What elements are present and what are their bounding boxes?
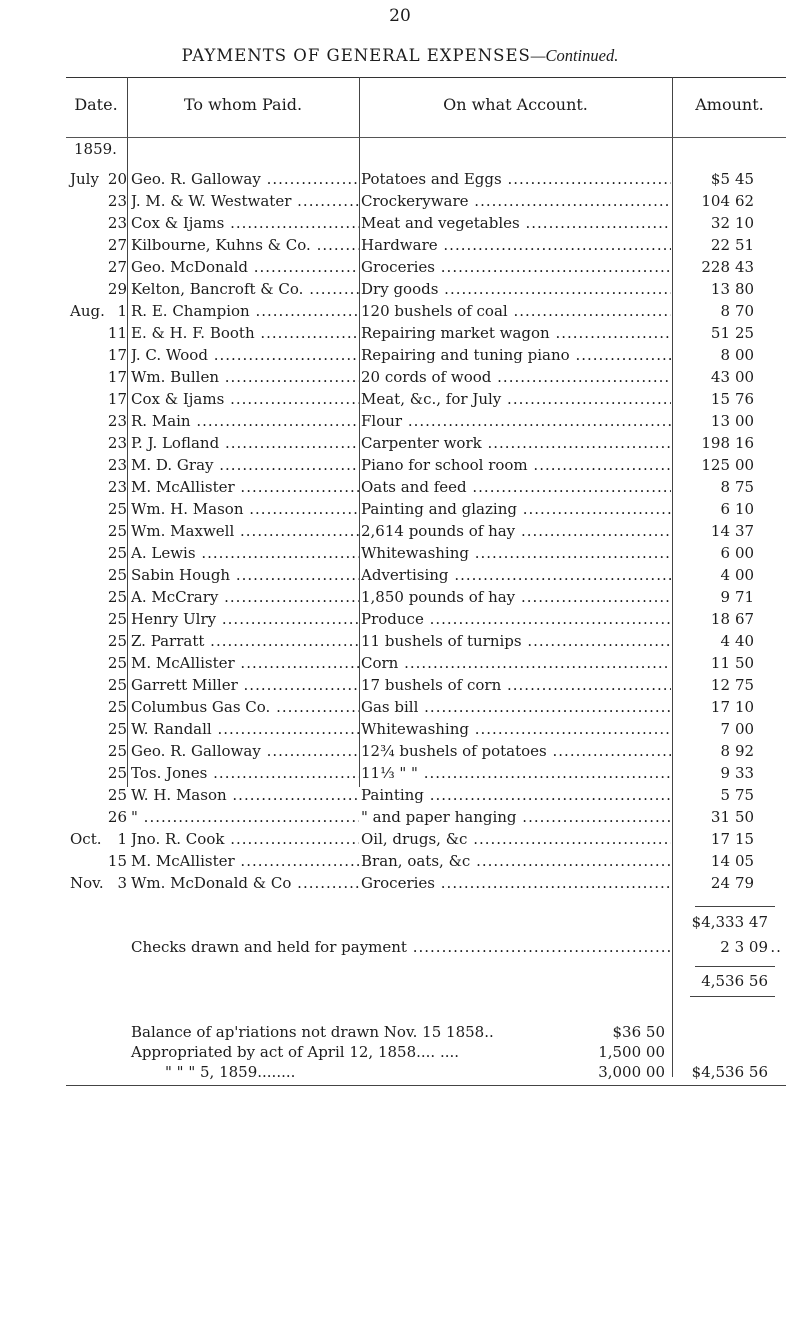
row-dollars: 43 bbox=[710, 368, 730, 386]
row-cents: 75 bbox=[735, 786, 755, 804]
row-day: 20 bbox=[107, 170, 127, 188]
row-cents: 71 bbox=[735, 588, 755, 606]
row-cents: 76 bbox=[735, 390, 755, 408]
row-dollars: 31 bbox=[710, 808, 730, 826]
row-payee: E. & H. F. Booth ..... bbox=[131, 322, 359, 344]
row-cents: 00 bbox=[735, 368, 755, 386]
year-label: 1859. bbox=[74, 140, 117, 158]
row-payee: Henry Ulry ..... bbox=[131, 608, 359, 630]
checks-amount: 2 3 09 bbox=[673, 938, 768, 956]
row-day: 25 bbox=[107, 610, 127, 628]
row-dollars: 12 bbox=[710, 676, 730, 694]
row-day: 25 bbox=[107, 654, 127, 672]
row-day: 25 bbox=[107, 698, 127, 716]
row-payee: Jno. R. Cook ..... bbox=[131, 828, 359, 850]
row-account: Piano for school room ..... bbox=[361, 454, 671, 476]
balance-line-1: Balance of ap'riations not drawn Nov. 15 1858.. bbox=[131, 1023, 494, 1041]
row-account: " and paper hanging ..... bbox=[361, 806, 671, 828]
row-account: 12¾ bushels of potatoes ..... bbox=[361, 740, 671, 762]
row-cents: 50 bbox=[735, 808, 755, 826]
row-day: 27 bbox=[107, 258, 127, 276]
page-title bbox=[0, 46, 800, 66]
row-day: 25 bbox=[107, 632, 127, 650]
subtotal-amount: $4,333 47 bbox=[691, 913, 768, 931]
row-cents: 00 bbox=[735, 544, 755, 562]
row-account: Flour ..... bbox=[361, 410, 671, 432]
row-day: 23 bbox=[107, 214, 127, 232]
balance-amount-1: $36 50 bbox=[612, 1023, 665, 1041]
table-row bbox=[0, 674, 800, 696]
row-dollars: 8 bbox=[720, 478, 730, 496]
row-account: Whitewashing ..... bbox=[361, 542, 671, 564]
row-cents: 15 bbox=[735, 830, 755, 848]
row-dollars: 7 bbox=[720, 720, 730, 738]
row-payee: Garrett Miller ..... bbox=[131, 674, 359, 696]
row-payee: " ..... bbox=[131, 806, 359, 828]
row-account: Dry goods ..... bbox=[361, 278, 671, 300]
row-day: 23 bbox=[107, 456, 127, 474]
row-day: 25 bbox=[107, 566, 127, 584]
row-payee: Kelton, Bancroft & Co. ..... bbox=[131, 278, 359, 300]
row-dollars: 4 bbox=[720, 632, 730, 650]
row-account: Potatoes and Eggs ..... bbox=[361, 168, 671, 190]
row-day: 25 bbox=[107, 786, 127, 804]
table-row bbox=[0, 498, 800, 520]
grand-total-amount: $4,536 56 bbox=[691, 1063, 768, 1081]
row-day: 25 bbox=[107, 544, 127, 562]
row-dollars: 13 bbox=[710, 412, 730, 430]
header-payee: To whom Paid. bbox=[183, 95, 303, 114]
row-dollars: 9 bbox=[720, 764, 730, 782]
balance-line-2: Appropriated by act of April 12, 1858.... .... bbox=[131, 1043, 460, 1061]
row-dollars: 32 bbox=[710, 214, 730, 232]
row-dollars: 5 bbox=[720, 786, 730, 804]
page-number: 20 bbox=[389, 6, 411, 26]
row-payee: Wm. McDonald & Co ..... bbox=[131, 872, 359, 894]
table-row bbox=[0, 872, 800, 894]
row-account: Painting ..... bbox=[361, 784, 671, 806]
table-row bbox=[0, 784, 800, 806]
row-payee: Z. Parratt ..... bbox=[131, 630, 359, 652]
row-dollars: 15 bbox=[710, 390, 730, 408]
table-top-rule bbox=[66, 77, 786, 78]
row-cents: 80 bbox=[735, 280, 755, 298]
row-payee: Geo. McDonald ..... bbox=[131, 256, 359, 278]
row-day: 17 bbox=[107, 368, 127, 386]
row-payee: M. D. Gray ..... bbox=[131, 454, 359, 476]
row-account: Groceries ..... bbox=[361, 872, 671, 894]
row-month: Oct. bbox=[70, 830, 102, 848]
row-cents: 75 bbox=[735, 676, 755, 694]
row-cents: 79 bbox=[735, 874, 755, 892]
row-day: 25 bbox=[107, 676, 127, 694]
row-payee: W. H. Mason ..... bbox=[131, 784, 359, 806]
table-row bbox=[0, 564, 800, 586]
row-payee: M. McAllister ..... bbox=[131, 850, 359, 872]
row-day: 23 bbox=[107, 478, 127, 496]
row-dollars: 8 bbox=[720, 346, 730, 364]
row-payee: Kilbourne, Kuhns & Co. ..... bbox=[131, 234, 359, 256]
row-dollars: 22 bbox=[710, 236, 730, 254]
row-dollars: 17 bbox=[710, 830, 730, 848]
table-row bbox=[0, 652, 800, 674]
row-dollars: 125 bbox=[701, 456, 730, 474]
row-dollars: 8 bbox=[720, 742, 730, 760]
row-cents: 70 bbox=[735, 302, 755, 320]
row-month: Aug. bbox=[70, 302, 105, 320]
row-account: Painting and glazing ..... bbox=[361, 498, 671, 520]
row-cents: 75 bbox=[735, 478, 755, 496]
table-row bbox=[0, 586, 800, 608]
row-payee: Wm. Bullen ..... bbox=[131, 366, 359, 388]
row-account: Whitewashing ..... bbox=[361, 718, 671, 740]
title-suffix: —Continued. bbox=[530, 46, 619, 65]
row-day: 17 bbox=[107, 346, 127, 364]
row-cents: 00 bbox=[735, 456, 755, 474]
balance-line-3: " " " 5, 1859........ bbox=[165, 1063, 296, 1081]
table-row bbox=[0, 542, 800, 564]
table-row bbox=[0, 806, 800, 828]
row-payee: W. Randall ..... bbox=[131, 718, 359, 740]
row-dollars: 9 bbox=[720, 588, 730, 606]
row-payee: Geo. R. Galloway ..... bbox=[131, 740, 359, 762]
row-payee: Columbus Gas Co. ..... bbox=[131, 696, 359, 718]
row-cents: 45 bbox=[735, 170, 755, 188]
row-day: 25 bbox=[107, 588, 127, 606]
row-cents: 92 bbox=[735, 742, 755, 760]
row-payee: M. McAllister ..... bbox=[131, 476, 359, 498]
header-account: On what Account. bbox=[443, 95, 588, 114]
row-payee: Wm. H. Mason ..... bbox=[131, 498, 359, 520]
table-row bbox=[0, 476, 800, 498]
table-row bbox=[0, 168, 800, 190]
row-payee: J. M. & W. Westwater ..... bbox=[131, 190, 359, 212]
row-day: 1 bbox=[117, 830, 127, 848]
total-amount: 4,536 56 bbox=[701, 972, 768, 990]
row-cents: 00 bbox=[735, 566, 755, 584]
row-account: Produce ..... bbox=[361, 608, 671, 630]
row-payee: R. E. Champion ..... bbox=[131, 300, 359, 322]
row-day: 23 bbox=[107, 412, 127, 430]
row-dollars: 18 bbox=[710, 610, 730, 628]
row-dollars: 24 bbox=[710, 874, 730, 892]
row-day: 1 bbox=[117, 302, 127, 320]
table-row bbox=[0, 190, 800, 212]
row-payee: P. J. Lofland ..... bbox=[131, 432, 359, 454]
row-cents: 00 bbox=[735, 720, 755, 738]
row-day: 25 bbox=[107, 720, 127, 738]
row-account: Meat, &c., for July ..... bbox=[361, 388, 671, 410]
table-row bbox=[0, 740, 800, 762]
row-account: Meat and vegetables ..... bbox=[361, 212, 671, 234]
table-row bbox=[0, 696, 800, 718]
row-account: 11⅓ " " ..... bbox=[361, 762, 671, 784]
row-day: 11 bbox=[107, 324, 127, 342]
row-cents: 50 bbox=[735, 654, 755, 672]
row-dollars: 198 bbox=[701, 434, 730, 452]
row-account: 20 cords of wood ..... bbox=[361, 366, 671, 388]
table-row bbox=[0, 388, 800, 410]
row-account: Oats and feed ..... bbox=[361, 476, 671, 498]
balance-amount-3: 3,000 00 bbox=[598, 1063, 665, 1081]
row-account: 1,850 pounds of hay ..... bbox=[361, 586, 671, 608]
row-account: 120 bushels of coal ..... bbox=[361, 300, 671, 322]
row-account: Oil, drugs, &c ..... bbox=[361, 828, 671, 850]
row-day: 26 bbox=[107, 808, 127, 826]
balance-amount-2: 1,500 00 bbox=[598, 1043, 665, 1061]
row-day: 15 bbox=[107, 852, 127, 870]
row-cents: 67 bbox=[735, 610, 755, 628]
table-row bbox=[0, 234, 800, 256]
row-cents: 37 bbox=[735, 522, 755, 540]
row-account: 11 bushels of turnips ..... bbox=[361, 630, 671, 652]
row-day: 17 bbox=[107, 390, 127, 408]
row-payee: A. Lewis ..... bbox=[131, 542, 359, 564]
row-cents: 40 bbox=[735, 632, 755, 650]
row-dollars: 11 bbox=[710, 654, 730, 672]
total-double-rule bbox=[690, 996, 775, 997]
table-row bbox=[0, 850, 800, 872]
table-row bbox=[0, 322, 800, 344]
row-dollars: 104 bbox=[701, 192, 730, 210]
row-cents: 51 bbox=[735, 236, 755, 254]
row-payee: Wm. Maxwell ..... bbox=[131, 520, 359, 542]
table-row bbox=[0, 630, 800, 652]
row-payee: Geo. R. Galloway ..... bbox=[131, 168, 359, 190]
row-dollars: 6 bbox=[720, 544, 730, 562]
table-row bbox=[0, 410, 800, 432]
row-account: Hardware ..... bbox=[361, 234, 671, 256]
table-bottom-rule bbox=[66, 1085, 786, 1086]
row-month: July bbox=[70, 170, 99, 188]
table-row bbox=[0, 520, 800, 542]
row-dollars: 51 bbox=[710, 324, 730, 342]
row-dollars: 4 bbox=[720, 566, 730, 584]
row-cents: 62 bbox=[735, 192, 755, 210]
table-row bbox=[0, 344, 800, 366]
row-cents: 33 bbox=[735, 764, 755, 782]
table-row bbox=[0, 256, 800, 278]
row-account: 2,614 pounds of hay ..... bbox=[361, 520, 671, 542]
row-day: 25 bbox=[107, 764, 127, 782]
title-main: PAYMENTS OF GENERAL EXPENSES bbox=[181, 46, 531, 65]
row-day: 29 bbox=[107, 280, 127, 298]
row-day: 25 bbox=[107, 500, 127, 518]
table-row bbox=[0, 366, 800, 388]
table-row bbox=[0, 300, 800, 322]
row-dollars: 14 bbox=[710, 522, 730, 540]
table-row bbox=[0, 454, 800, 476]
row-payee: M. McAllister ..... bbox=[131, 652, 359, 674]
table-row bbox=[0, 608, 800, 630]
row-account: Carpenter work ..... bbox=[361, 432, 671, 454]
table-row bbox=[0, 718, 800, 740]
row-cents: 10 bbox=[735, 500, 755, 518]
row-dollars: 14 bbox=[710, 852, 730, 870]
row-account: Gas bill ..... bbox=[361, 696, 671, 718]
table-row bbox=[0, 762, 800, 784]
row-account: Crockeryware ..... bbox=[361, 190, 671, 212]
table-row bbox=[0, 278, 800, 300]
table-row bbox=[0, 432, 800, 454]
row-account: Repairing and tuning piano ..... bbox=[361, 344, 671, 366]
row-day: 25 bbox=[107, 522, 127, 540]
row-cents: 00 bbox=[735, 346, 755, 364]
row-payee: J. C. Wood ..... bbox=[131, 344, 359, 366]
row-dollars: 8 bbox=[720, 302, 730, 320]
row-day: 23 bbox=[107, 192, 127, 210]
total-rule bbox=[695, 966, 775, 967]
subtotal-rule bbox=[695, 906, 775, 907]
row-day: 27 bbox=[107, 236, 127, 254]
row-account: 17 bushels of corn ..... bbox=[361, 674, 671, 696]
row-day: 3 bbox=[117, 874, 127, 892]
table-row bbox=[0, 212, 800, 234]
table-row bbox=[0, 828, 800, 850]
header-amount: Amount. bbox=[695, 95, 764, 114]
row-payee: Cox & Ijams ..... bbox=[131, 388, 359, 410]
row-dollars: 228 bbox=[701, 258, 730, 276]
header-rule bbox=[66, 137, 786, 138]
row-dollars: 6 bbox=[720, 500, 730, 518]
row-payee: A. McCrary ..... bbox=[131, 586, 359, 608]
row-account: Corn ..... bbox=[361, 652, 671, 674]
row-dollars: 17 bbox=[710, 698, 730, 716]
row-account: Repairing market wagon ..... bbox=[361, 322, 671, 344]
row-account: Advertising ..... bbox=[361, 564, 671, 586]
row-account: Bran, oats, &c ..... bbox=[361, 850, 671, 872]
row-payee: Cox & Ijams ..... bbox=[131, 212, 359, 234]
ledger-rows bbox=[0, 168, 800, 894]
row-account: Groceries ..... bbox=[361, 256, 671, 278]
row-day: 25 bbox=[107, 742, 127, 760]
row-cents: 43 bbox=[735, 258, 755, 276]
row-month: Nov. bbox=[70, 874, 104, 892]
row-cents: 00 bbox=[735, 412, 755, 430]
row-cents: 16 bbox=[735, 434, 755, 452]
row-day: 23 bbox=[107, 434, 127, 452]
header-date: Date. bbox=[74, 95, 118, 114]
row-payee: Tos. Jones ..... bbox=[131, 762, 359, 784]
row-payee: Sabin Hough ..... bbox=[131, 564, 359, 586]
row-cents: 05 bbox=[735, 852, 755, 870]
checks-label: Checks drawn and held for payment ..... bbox=[131, 938, 782, 956]
row-dollars: $5 bbox=[710, 170, 730, 188]
row-dollars: 13 bbox=[710, 280, 730, 298]
row-cents: 10 bbox=[735, 214, 755, 232]
row-cents: 10 bbox=[735, 698, 755, 716]
row-cents: 25 bbox=[735, 324, 755, 342]
row-payee: R. Main ..... bbox=[131, 410, 359, 432]
